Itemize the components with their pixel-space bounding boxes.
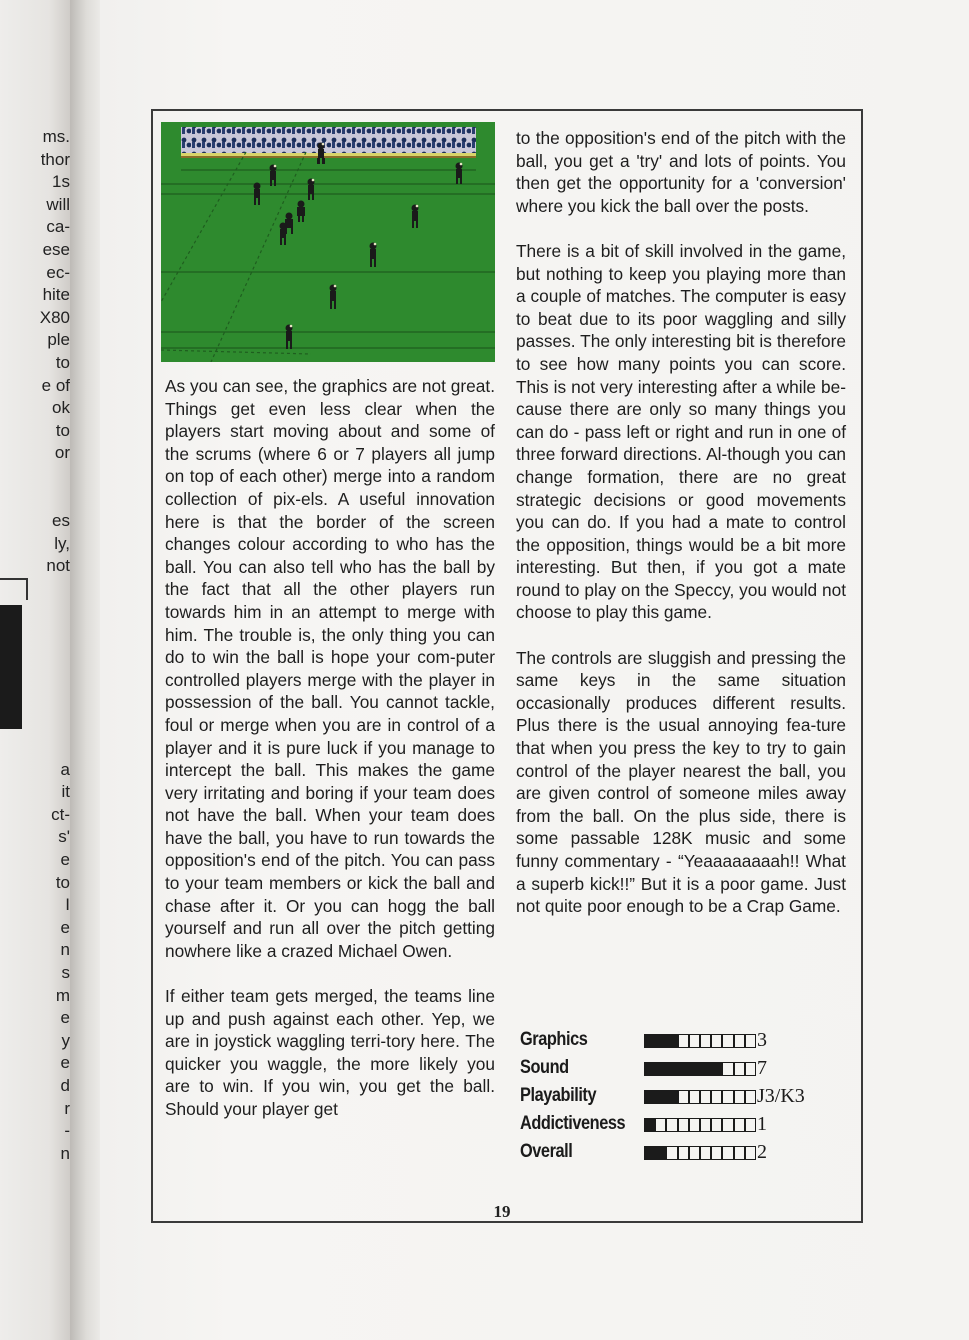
left-page-fragment: ly, (54, 533, 70, 553)
rating-row-sound (520, 1057, 860, 1085)
rating-row-playability (520, 1085, 860, 1113)
left-page-fragment: it (61, 782, 70, 802)
left-page-rule-vertical (26, 578, 28, 600)
left-page-fragment: e (60, 1008, 70, 1028)
left-page-fragment: s (61, 962, 70, 982)
left-page (0, 0, 70, 1340)
rating-box-empty (655, 1118, 666, 1132)
left-page-fragment: to (55, 420, 70, 440)
left-page-fragment (0, 578, 70, 601)
rating-bar (644, 1062, 756, 1078)
rating-box-empty (734, 1034, 745, 1048)
left-page-fragment: s' (58, 827, 70, 847)
rating-box-empty (666, 1118, 677, 1132)
article-paragraph: There is a bit of skill involved in the game, but nothing to keep you playing more than a couple of matches. The computer is easy to beat due to its poor waggling and silly passes. The only interesting bit is therefore to see how many points you can score. This is not very interesting after a while be-cause there are only so many things you can do - pass left or right and run in one of three forward directions. Al-though you can change formation, there are no great strategic decisions or good movements you can do. If you had a mate to control the opposition, things would be a bit more interesting. But then, if you got a mate round to play on the Speccy, you would not choose to play this game. (516, 240, 846, 623)
left-page-fragment: to (55, 872, 70, 892)
rating-box-empty (745, 1062, 756, 1076)
rating-box-empty (734, 1146, 745, 1160)
left-page-fragment: to (55, 352, 70, 372)
rating-box-filled (644, 1062, 655, 1076)
article-paragraph: The controls are sluggish and pressing the same keys in the same situation occasionally produces different results. Plus there is the usual annoying fea-ture that when you press the key to try to gain control of the player nearest the ball, you are given control of someone miles away from the ball. On the plus side, there is some passable 128K music and some funny commentary - “Yeaaaaaaaah!! What a superb kick!!” But it is a poor game. Just not quite poor enough to be a Crap Game. (516, 647, 846, 917)
rating-box-filled (666, 1090, 677, 1104)
left-page-fragment: not (46, 556, 70, 576)
left-page-fragment: thor (40, 149, 70, 169)
rating-box-empty (700, 1034, 711, 1048)
rating-box-empty (700, 1118, 711, 1132)
left-page-fragment: or (54, 443, 70, 463)
left-page-fragment: hite (42, 285, 70, 305)
left-page-fragment: ca- (46, 217, 70, 237)
rating-box-filled (655, 1034, 666, 1048)
rating-box-empty (678, 1118, 689, 1132)
rating-bar (644, 1034, 756, 1050)
left-page-fragment: es (52, 511, 70, 531)
left-page-fragment: m (55, 985, 70, 1005)
rating-box-filled (666, 1062, 677, 1076)
rating-box-empty (711, 1034, 722, 1048)
rating-box-filled (655, 1146, 666, 1160)
rating-box-empty (711, 1090, 722, 1104)
rating-box-filled (644, 1118, 655, 1132)
rating-value: 2 (757, 1141, 767, 1163)
left-page-fragment: e (60, 850, 70, 869)
article-paragraph: If either team gets merged, the teams line up and push against each other. Yep, we are in joystick waggling terri-tory here. The quicker you waggle, the more likely you are to win. If you win, you get the ball. Should your player get (165, 986, 495, 1119)
left-page-fragment: n (60, 940, 70, 960)
rating-box-empty (689, 1034, 700, 1048)
rating-box-empty (734, 1062, 745, 1076)
rating-box-empty (722, 1118, 733, 1132)
left-page-fragment: d (60, 1075, 70, 1095)
ratings-box (520, 1029, 860, 1169)
rating-box-empty (734, 1090, 745, 1104)
rating-box-empty (722, 1146, 733, 1160)
left-page-fragment: e (60, 917, 70, 937)
left-page-fragment: I (65, 895, 70, 915)
rating-box-empty (722, 1062, 733, 1076)
rating-box-empty (711, 1118, 722, 1132)
rating-box-empty (711, 1146, 722, 1160)
page-number: 19 (493, 1202, 511, 1221)
rating-box-empty (745, 1146, 756, 1160)
rating-box-empty (700, 1090, 711, 1104)
left-page-fragment: ms. (42, 127, 70, 146)
rating-box-filled (644, 1034, 655, 1048)
rating-box-empty (745, 1090, 756, 1104)
left-page-dark-panel (0, 605, 22, 729)
rating-box-filled (655, 1062, 666, 1076)
left-page-fragment: n (60, 1143, 70, 1163)
article-column-1 (165, 375, 495, 1121)
left-page-fragment (0, 488, 70, 511)
rating-box-filled (678, 1062, 689, 1076)
left-page-fragment: will (46, 194, 70, 214)
rating-row-overall (520, 1141, 860, 1169)
rating-box-empty (666, 1146, 677, 1160)
rating-box-filled (711, 1062, 722, 1076)
rating-box-empty (745, 1034, 756, 1048)
rating-label: Playability (520, 1085, 597, 1106)
rating-box-empty (678, 1146, 689, 1160)
left-page-fragment: ec- (46, 262, 70, 282)
rating-value: J3/K3 (757, 1085, 805, 1107)
rating-box-filled (700, 1062, 711, 1076)
rating-label: Sound (520, 1057, 569, 1078)
rating-label: Addictiveness (520, 1113, 626, 1134)
rating-label: Graphics (520, 1029, 588, 1050)
rating-value: 3 (757, 1029, 767, 1051)
left-page-fragment: ese (42, 239, 70, 259)
left-page-fragment: ok (52, 398, 70, 418)
article-paragraph: As you can see, the graphics are not great. Things get even less clear when the players start moving about and some of the scrums (where 6 or 7 players all jump on top of each other) merge into a random collection of pix-els. A useful innovation here is that the border of the screen changes colour according to who has the ball. You can also tell who has the ball by the fact that all the other players run towards him in an attempt to merge with him. The trouble is, the only thing you can do to win the ball is hope your com-puter controlled players merge with the player in possession of the ball. You cannot tackle, foul or merge when you are in control of a player and it is pure luck if you manage to intercept the ball. This makes the game very irritating and boring if your team does not have the ball. When your team does have the ball, you have to run towards the opposition's end of the pitch. You can pass to your team members or kick the ball and chase after it. Or you can hogg the ball yourself and run all over the pitch getting nowhere like a crazed Michael Owen. (165, 376, 495, 961)
left-page-fragment: e (60, 1053, 70, 1073)
rating-box-empty (734, 1118, 745, 1132)
left-page-fragment (0, 465, 70, 488)
rating-box-empty (689, 1090, 700, 1104)
rating-value: 7 (757, 1057, 767, 1079)
article-paragraph: to the opposition's end of the pitch with the ball, you get a 'try' and lots of points. You then get the opportunity for a 'conversion' where you kick the ball over the posts. (516, 128, 846, 216)
left-page-fragment: ple (47, 330, 70, 350)
rating-box-empty (689, 1118, 700, 1132)
rating-box-empty (722, 1034, 733, 1048)
left-page-fragment: ct- (51, 804, 70, 824)
rating-box-filled (655, 1090, 666, 1104)
game-screenshot (161, 122, 495, 362)
left-page-fragment: r (64, 1098, 70, 1118)
rating-box-empty (745, 1118, 756, 1132)
article-column-2 (516, 127, 846, 918)
rating-value: 1 (757, 1113, 767, 1135)
rating-box-filled (689, 1062, 700, 1076)
rating-bar (644, 1118, 756, 1134)
rating-bar (644, 1146, 756, 1162)
rating-box-filled (644, 1146, 655, 1160)
left-page-fragment: 1s (52, 172, 70, 192)
rating-row-graphics (520, 1029, 860, 1057)
rating-box-empty (700, 1146, 711, 1160)
rating-label: Overall (520, 1141, 573, 1162)
rating-box-empty (678, 1090, 689, 1104)
left-page-fragment: - (64, 1121, 70, 1141)
rating-box-empty (678, 1034, 689, 1048)
rating-box-filled (644, 1090, 655, 1104)
left-page-rule (0, 578, 26, 580)
left-page-fragment (0, 736, 70, 759)
rating-box-empty (722, 1090, 733, 1104)
left-page-fragment: X80 (39, 307, 70, 327)
left-page-fragment: e of (41, 375, 70, 395)
rating-box-empty (689, 1146, 700, 1160)
rating-bar (644, 1090, 756, 1106)
rating-box-filled (666, 1034, 677, 1048)
left-page-fragment: a (60, 759, 70, 779)
left-page-fragment: y (61, 1030, 70, 1050)
rating-row-addictiveness (520, 1113, 860, 1141)
